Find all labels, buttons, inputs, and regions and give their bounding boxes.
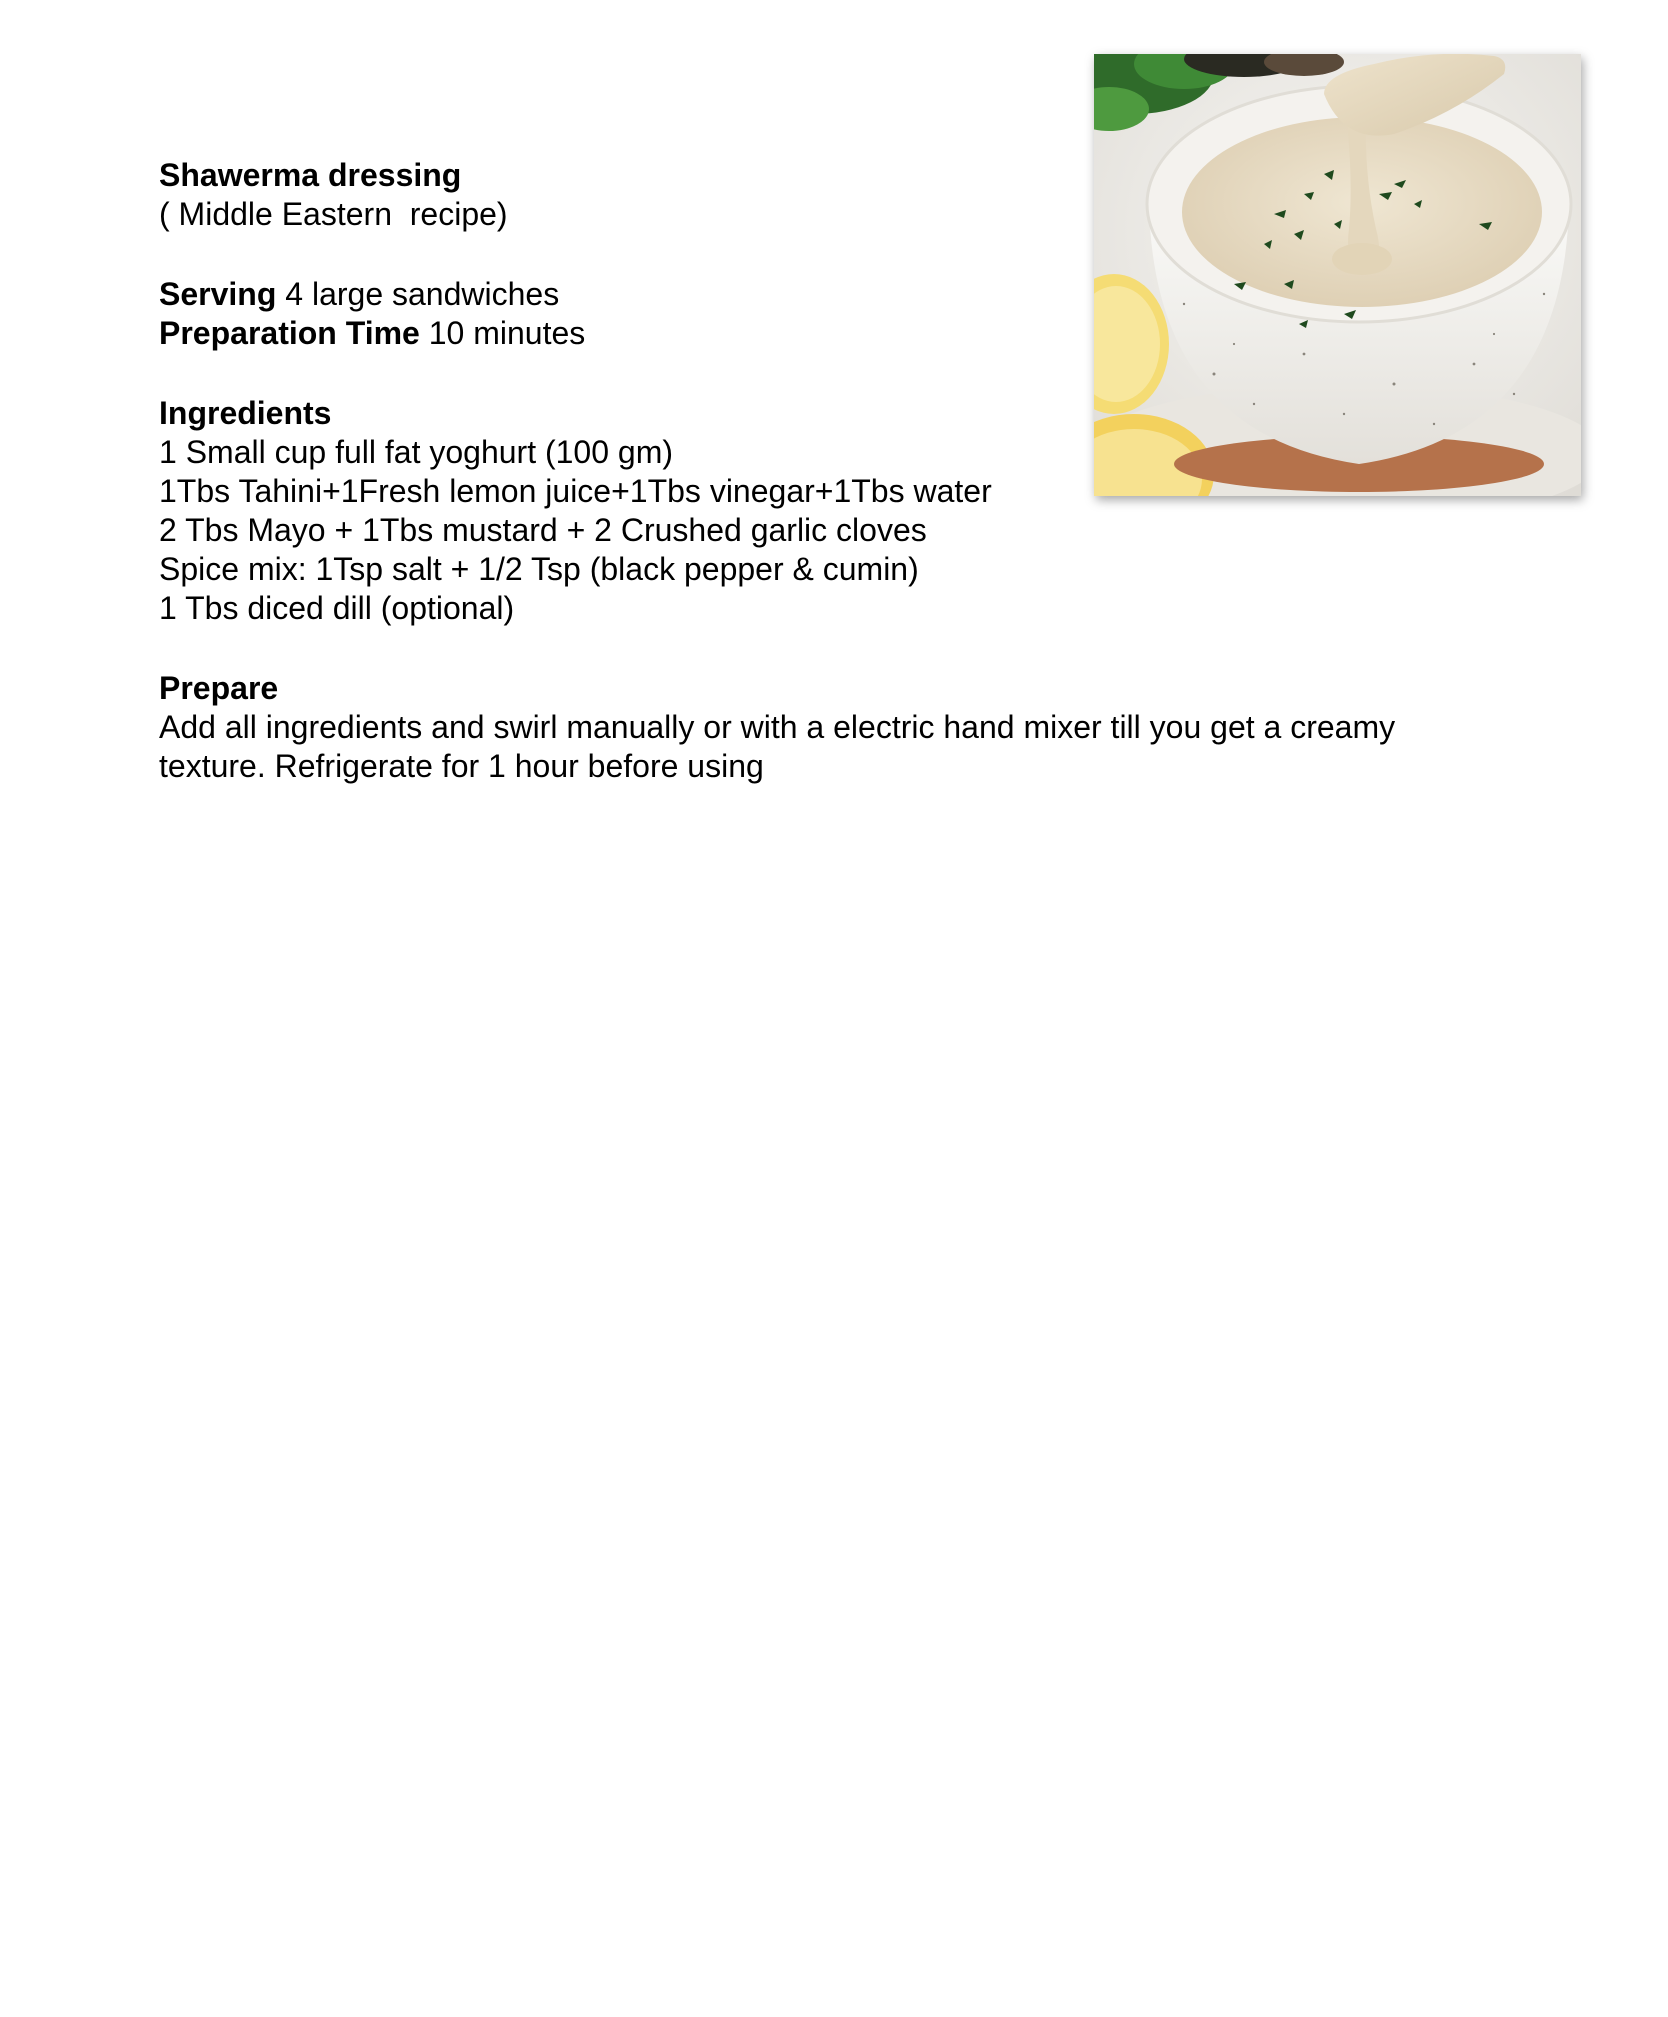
ingredient-item: 1 Tbs diced dill (optional) — [159, 590, 515, 626]
prep-time-value: 10 minutes — [419, 315, 586, 351]
ingredient-item: 2 Tbs Mayo + 1Tbs mustard + 2 Crushed garlic cloves — [159, 512, 927, 548]
sauce-bowl-photo — [1094, 54, 1581, 496]
prep-time-label: Preparation Time — [159, 315, 420, 351]
ingredient-item: Spice mix: 1Tsp salt + 1/2 Tsp (black pepper & cumin) — [159, 551, 919, 587]
recipe-subtitle: ( Middle Eastern recipe) — [159, 196, 508, 232]
ingredients-heading: Ingredients — [159, 395, 332, 431]
ingredient-item: 1Tbs Tahini+1Fresh lemon juice+1Tbs vinegar+1Tbs water — [159, 473, 992, 509]
prepare-heading: Prepare — [159, 670, 279, 706]
spacer — [159, 628, 1539, 669]
serving-label: Serving — [159, 276, 277, 312]
ingredient-item: 1 Small cup full fat yoghurt (100 gm) — [159, 434, 674, 470]
serving-value: 4 large sandwiches — [276, 276, 560, 312]
recipe-title: Shawerma dressing — [159, 157, 462, 193]
sauce-pool — [1332, 243, 1392, 275]
prepare-instructions: Add all ingredients and swirl manually or with a electric hand mixer till you get a creamy texture. Refrigerate for 1 hour before using — [159, 709, 1396, 784]
sauce-bowl-illustration — [1094, 54, 1581, 496]
